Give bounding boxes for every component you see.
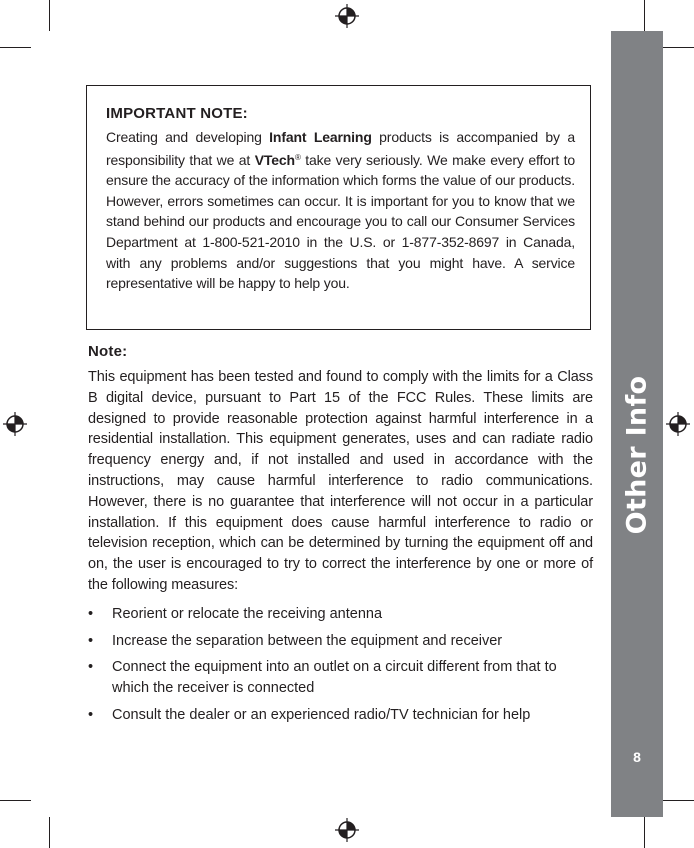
bullet-icon: • bbox=[88, 659, 94, 676]
registration-mark-icon bbox=[335, 818, 359, 842]
list-item bbox=[88, 604, 593, 625]
crop-mark bbox=[0, 800, 31, 801]
crop-mark bbox=[49, 817, 50, 848]
registration-mark-icon bbox=[666, 412, 690, 436]
crop-mark bbox=[663, 800, 694, 801]
measure-text: Reorient or relocate the receiving antenna bbox=[112, 605, 383, 622]
measure-text: Connect the equipment into an outlet on a circuit different from that to which the receiver is connected bbox=[112, 659, 557, 697]
page-number: 8 bbox=[633, 749, 641, 765]
crop-mark bbox=[644, 817, 645, 848]
important-note-text bbox=[106, 127, 575, 294]
crop-mark bbox=[0, 47, 31, 48]
bullet-icon: • bbox=[88, 632, 94, 649]
measures-list bbox=[88, 604, 593, 726]
text-segment: products is accompanied by a responsibility that we at bbox=[106, 129, 575, 168]
brand-name: VTech bbox=[254, 151, 295, 168]
section-title: Other Info bbox=[621, 375, 653, 535]
list-item bbox=[88, 657, 593, 699]
measure-text: Increase the separation between the equipment and receiver bbox=[112, 632, 503, 649]
list-item bbox=[88, 705, 593, 726]
section-sidebar bbox=[611, 31, 663, 817]
measure-text: Consult the dealer or an experienced radio/TV technician for help bbox=[112, 706, 531, 723]
list-item bbox=[88, 631, 593, 652]
registered-mark: ® bbox=[294, 152, 301, 162]
fcc-note-heading: Note: bbox=[88, 343, 128, 360]
product-line-name: Infant Learning bbox=[269, 129, 372, 145]
text-segment: take very seriously. We make every effort to ensure the accuracy of the information which forms the value of our products. However, errors sometimes can occur. It is important for you to know that we stand behind our products and encourage you to call our Consumer Services Department at 1-800-521-2010 in the U.S. or 1-877-352-8697 in Canada, with any problems and/or suggestions that you might have. A service representative will be happy to help you. bbox=[106, 151, 575, 292]
crop-mark bbox=[644, 0, 645, 31]
bullet-icon: • bbox=[88, 706, 94, 723]
fcc-note-paragraph: This equipment has been tested and found to comply with the limits for a Class B digital device, pursuant to Part 15 of the FCC Rules. These limits are designed to provide reasonable protection against harmful interference in a residential installation. This equipment generates, uses and can radiate radio frequency energy and, if not installed and used in accordance with the instructions, may cause harmful interference to radio communications. However, there is no guarantee that interference will not occur in a particular installation. If this equipment does cause harmful interference to radio or television reception, which can be determined by turning the equipment off and on, the user is encouraged to try to correct the interference by one or more of the following measures: bbox=[88, 369, 593, 593]
registration-mark-icon bbox=[335, 4, 359, 28]
bullet-icon: • bbox=[88, 605, 94, 622]
important-note-box bbox=[86, 85, 591, 330]
crop-mark bbox=[49, 0, 50, 31]
text-segment: Creating and developing bbox=[106, 129, 270, 145]
important-note-heading: IMPORTANT NOTE: bbox=[106, 105, 248, 122]
fcc-note-section bbox=[88, 343, 593, 732]
crop-mark bbox=[663, 47, 694, 48]
registration-mark-icon bbox=[3, 412, 27, 436]
